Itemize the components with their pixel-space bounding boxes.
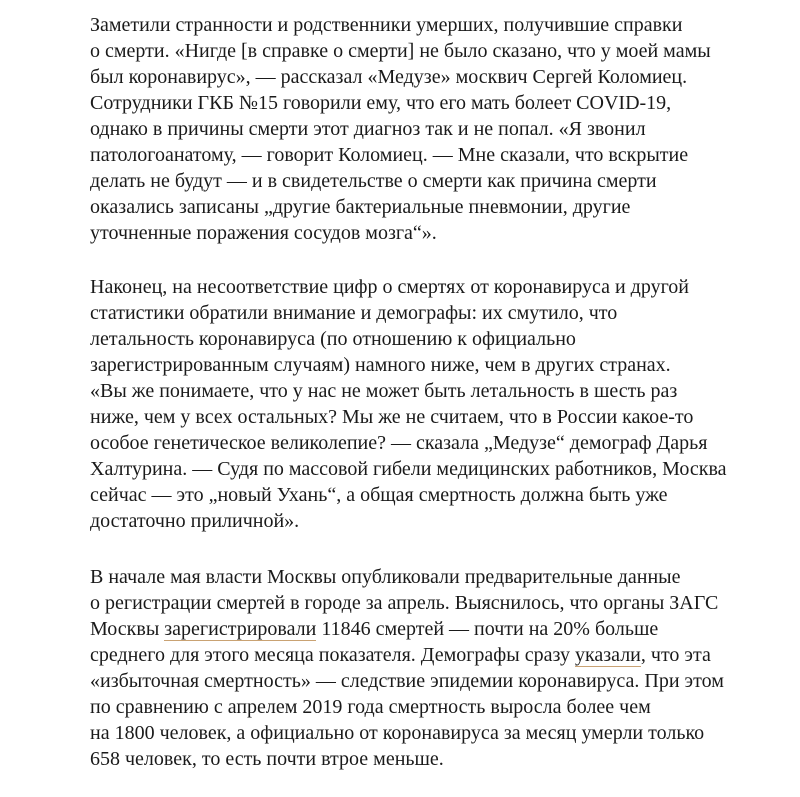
paragraph-line: сейчас — это „новый Ухань“, а общая смертность должна быть уже bbox=[90, 484, 668, 506]
paragraph-line: по сравнению с апрелем 2019 года смертность выросла более чем bbox=[90, 696, 651, 718]
text-segment: 11846 смертей — почти на 20% больше bbox=[316, 618, 659, 640]
paragraph-line bbox=[90, 616, 658, 642]
link-pointed-out[interactable]: указали bbox=[574, 644, 641, 666]
paragraph-line: «Вы же понимаете, что у нас не может быть летальность в шесть раз bbox=[90, 380, 678, 402]
paragraph-line: уточненные поражения сосудов мозга“». bbox=[90, 222, 437, 244]
paragraph-line: однако в причины смерти этот диагноз так и не попал. «Я звонил bbox=[90, 118, 646, 140]
paragraph-line: Сотрудники ГКБ №15 говорили ему, что его мать болеет COVID-19, bbox=[90, 92, 672, 114]
paragraph-line: о регистрации смертей в городе за апрель. Выяснилось, что органы ЗАГС bbox=[90, 592, 719, 614]
text-segment: , что эта bbox=[640, 644, 711, 666]
paragraph-line: Наконец, на несоответствие цифр о смертях от коронавируса и другой bbox=[90, 276, 689, 298]
paragraph-line: Халтурина. — Судя по массовой гибели медицинских работников, Москва bbox=[90, 458, 727, 480]
paragraph-line: статистики обратили внимание и демографы: их смутило, что bbox=[90, 302, 618, 324]
text-segment: Москвы bbox=[90, 618, 165, 640]
paragraph-line: был коронавирус», — рассказал «Медузе» москвич Сергей Коломиец. bbox=[90, 66, 688, 88]
paragraph-line: делать не будут — и в свидетельстве о смерти как причина смерти bbox=[90, 170, 657, 192]
paragraph-line: на 1800 человек, а официально от коронавируса за месяц умерли только bbox=[90, 722, 705, 744]
paragraph-line: В начале мая власти Москвы опубликовали предварительные данные bbox=[90, 566, 681, 588]
paragraph-line: Заметили странности и родственники умерших, получившие справки bbox=[90, 14, 683, 36]
paragraph-line: «избыточная смертность» — следствие эпидемии коронавируса. При этом bbox=[90, 670, 724, 692]
paragraph-line: о смерти. «Нигде [в справке о смерти] не было сказано, что у моей мамы bbox=[90, 40, 711, 62]
text-segment: среднего для этого месяца показателя. Демографы сразу bbox=[90, 644, 575, 666]
paragraph-line: патологоанатому, — говорит Коломиец. — Мне сказали, что вскрытие bbox=[90, 144, 689, 166]
link-registered[interactable]: зарегистрировали bbox=[164, 618, 317, 640]
paragraph-line: 658 человек, то есть почти втрое меньше. bbox=[90, 748, 444, 770]
paragraph-line bbox=[90, 642, 711, 668]
paragraph-line: летальность коронавируса (по отношению к официально bbox=[90, 328, 576, 350]
paragraph-line: ниже, чем у всех остальных? Мы же не считаем, что в России какое-то bbox=[90, 406, 694, 428]
paragraph-line: зарегистрированным случаям) намного ниже, чем в других странах. bbox=[90, 354, 671, 376]
paragraph-line: достаточно приличной». bbox=[90, 510, 300, 532]
paragraph-line: оказались записаны „другие бактериальные пневмонии, другие bbox=[90, 196, 631, 218]
paragraph-line: особое генетическое великолепие? — сказала „Медузе“ демограф Дарья bbox=[90, 432, 708, 454]
